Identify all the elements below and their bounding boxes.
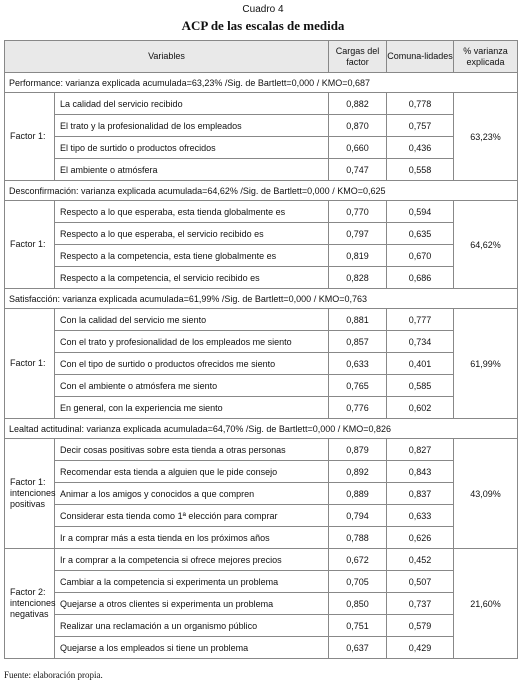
item-comunalidad: 0,778: [387, 93, 454, 115]
item-carga: 0,794: [329, 505, 387, 527]
item-comunalidad: 0,594: [387, 201, 454, 223]
table-body: [5, 73, 518, 659]
table-row: [5, 375, 518, 397]
table-row: [5, 571, 518, 593]
item-carga: 0,788: [329, 527, 387, 549]
header-variables: Variables: [5, 41, 329, 73]
section-row: [5, 73, 518, 93]
item-text: Respecto a lo que esperaba, el servicio recibido es: [55, 223, 329, 245]
item-comunalidad: 0,452: [387, 549, 454, 571]
item-carga: 0,882: [329, 93, 387, 115]
table-row: [5, 549, 518, 571]
item-text: Considerar esta tienda como 1ª elección para comprar: [55, 505, 329, 527]
factor-variance: 64,62%: [454, 201, 518, 289]
item-text: Decir cosas positivas sobre esta tienda a otras personas: [55, 439, 329, 461]
factor-variance: 21,60%: [454, 549, 518, 659]
item-carga: 0,765: [329, 375, 387, 397]
factor-label: Factor 1: intenciones positivas: [5, 439, 55, 549]
item-text: Ir a comprar a la competencia si ofrece mejores precios: [55, 549, 329, 571]
item-text: El trato y la profesionalidad de los empleados: [55, 115, 329, 137]
item-text: Con el ambiente o atmósfera me siento: [55, 375, 329, 397]
item-text: Con el tipo de surtido o productos ofrecidos me siento: [55, 353, 329, 375]
item-text: Cambiar a la competencia si experimenta un problema: [55, 571, 329, 593]
item-carga: 0,889: [329, 483, 387, 505]
table-row: [5, 615, 518, 637]
item-carga: 0,672: [329, 549, 387, 571]
item-carga: 0,705: [329, 571, 387, 593]
factor-label: Factor 1:: [5, 93, 55, 181]
item-comunalidad: 0,602: [387, 397, 454, 419]
table-row: [5, 223, 518, 245]
table-row: [5, 201, 518, 223]
table-row: [5, 353, 518, 375]
item-carga: 0,751: [329, 615, 387, 637]
table-row: [5, 245, 518, 267]
item-comunalidad: 0,837: [387, 483, 454, 505]
item-text: Animar a los amigos y conocidos a que compren: [55, 483, 329, 505]
table-row: [5, 331, 518, 353]
section-row: [5, 419, 518, 439]
item-comunalidad: 0,843: [387, 461, 454, 483]
section-label: Satisfacción: varianza explicada acumulada=61,99% /Sig. de Bartlett=0,000 / KMO=0,763: [5, 289, 518, 309]
item-text: Respecto a la competencia, el servicio recibido es: [55, 267, 329, 289]
item-text: Con el trato y profesionalidad de los empleados me siento: [55, 331, 329, 353]
table-title: ACP de las escalas de medida: [181, 18, 345, 33]
item-carga: 0,797: [329, 223, 387, 245]
table-caption: Cuadro 4: [242, 4, 284, 15]
item-comunalidad: 0,670: [387, 245, 454, 267]
section-label: Lealtad actitudinal: varianza explicada acumulada=64,70% /Sig. de Bartlett=0,000 / KMO=0,826: [5, 419, 518, 439]
section-row: [5, 289, 518, 309]
item-carga: 0,633: [329, 353, 387, 375]
factor-variance: 43,09%: [454, 439, 518, 549]
table-row: [5, 505, 518, 527]
header-varianza: % varianza explicada: [454, 41, 518, 73]
item-comunalidad: 0,737: [387, 593, 454, 615]
item-text: En general, con la experiencia me siento: [55, 397, 329, 419]
table-row: [5, 159, 518, 181]
table-row: [5, 527, 518, 549]
item-comunalidad: 0,507: [387, 571, 454, 593]
table-row: [5, 637, 518, 659]
table-row: [5, 461, 518, 483]
item-carga: 0,660: [329, 137, 387, 159]
item-comunalidad: 0,777: [387, 309, 454, 331]
item-text: La calidad del servicio recibido: [55, 93, 329, 115]
item-text: Realizar una reclamación a un organismo público: [55, 615, 329, 637]
item-text: Quejarse a los empleados si tiene un problema: [55, 637, 329, 659]
table-row: [5, 593, 518, 615]
acp-table: [4, 40, 518, 659]
item-comunalidad: 0,734: [387, 331, 454, 353]
table-row: [5, 137, 518, 159]
table-row: [5, 439, 518, 461]
table-row: [5, 309, 518, 331]
table-row: [5, 93, 518, 115]
item-comunalidad: 0,401: [387, 353, 454, 375]
factor-label: Factor 1:: [5, 309, 55, 419]
item-text: Recomendar esta tienda a alguien que le pide consejo: [55, 461, 329, 483]
item-text: El ambiente o atmósfera: [55, 159, 329, 181]
item-carga: 0,637: [329, 637, 387, 659]
item-comunalidad: 0,579: [387, 615, 454, 637]
item-carga: 0,881: [329, 309, 387, 331]
table-row: [5, 483, 518, 505]
table-row: [5, 115, 518, 137]
item-text: Respecto a la competencia, esta tiene globalmente es: [55, 245, 329, 267]
item-comunalidad: 0,436: [387, 137, 454, 159]
item-carga: 0,819: [329, 245, 387, 267]
item-comunalidad: 0,626: [387, 527, 454, 549]
item-comunalidad: 0,585: [387, 375, 454, 397]
item-carga: 0,770: [329, 201, 387, 223]
table-row: [5, 267, 518, 289]
item-comunalidad: 0,686: [387, 267, 454, 289]
item-comunalidad: 0,633: [387, 505, 454, 527]
item-carga: 0,747: [329, 159, 387, 181]
item-carga: 0,857: [329, 331, 387, 353]
item-comunalidad: 0,558: [387, 159, 454, 181]
item-carga: 0,850: [329, 593, 387, 615]
header-cargas: Cargas del factor: [329, 41, 387, 73]
factor-label: Factor 1:: [5, 201, 55, 289]
source-note: Fuente: elaboración propia.: [4, 670, 103, 680]
factor-variance: 63,23%: [454, 93, 518, 181]
header-comunalidades: Comuna-lidades: [387, 41, 454, 73]
item-comunalidad: 0,429: [387, 637, 454, 659]
item-comunalidad: 0,827: [387, 439, 454, 461]
item-text: Ir a comprar más a esta tienda en los próximos años: [55, 527, 329, 549]
item-carga: 0,776: [329, 397, 387, 419]
factor-variance: 61,99%: [454, 309, 518, 419]
item-carga: 0,870: [329, 115, 387, 137]
item-carga: 0,879: [329, 439, 387, 461]
item-carga: 0,828: [329, 267, 387, 289]
item-comunalidad: 0,635: [387, 223, 454, 245]
section-label: Performance: varianza explicada acumulada=63,23% /Sig. de Bartlett=0,000 / KMO=0,687: [5, 73, 518, 93]
item-text: Con la calidad del servicio me siento: [55, 309, 329, 331]
table-row: [5, 397, 518, 419]
factor-label: Factor 2: intenciones negativas: [5, 549, 55, 659]
item-text: Quejarse a otros clientes si experimenta un problema: [55, 593, 329, 615]
item-text: El tipo de surtido o productos ofrecidos: [55, 137, 329, 159]
section-row: [5, 181, 518, 201]
section-label: Desconfirmación: varianza explicada acumulada=64,62% /Sig. de Bartlett=0,000 / KMO=0,625: [5, 181, 518, 201]
item-text: Respecto a lo que esperaba, esta tienda globalmente es: [55, 201, 329, 223]
item-carga: 0,892: [329, 461, 387, 483]
item-comunalidad: 0,757: [387, 115, 454, 137]
